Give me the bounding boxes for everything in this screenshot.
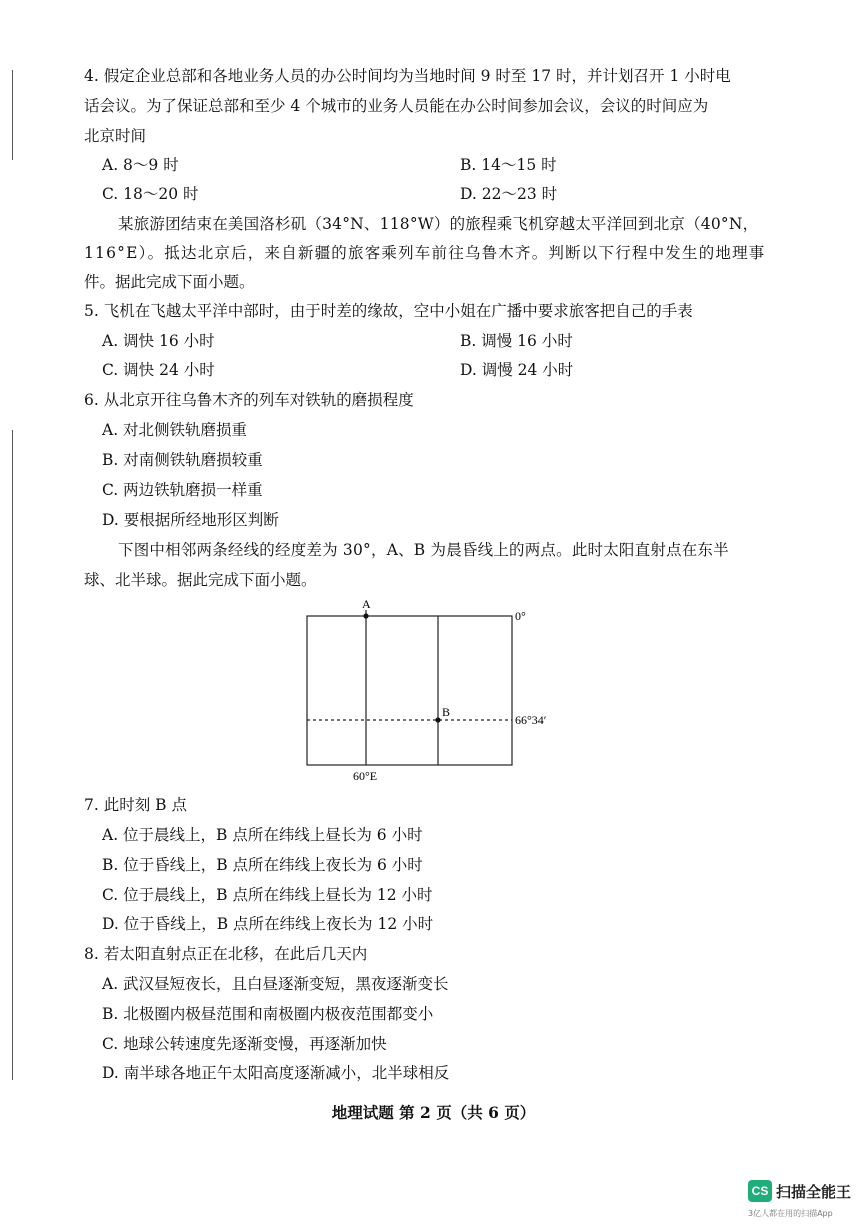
point-b — [435, 717, 440, 722]
material2-line2: 球、北半球。据此完成下面小题。 — [84, 571, 317, 589]
q7-option-c: C. 位于晨线上，B 点所在纬线上昼长为 12 小时 — [102, 886, 433, 904]
q8-option-b: B. 北极圈内极昼范围和南极圈内极夜范围都变小 — [102, 1005, 434, 1023]
material1-line1: 某旅游团结束在美国洛杉矶（34°N、118°W）的旅程乘飞机穿越太平洋回到北京（40°N， — [118, 215, 759, 233]
q4-stem-line2: 话会议。为了保证总部和至少 4 个城市的业务人员能在办公时间参加会议，会议的时间应为 — [84, 97, 709, 115]
q5-stem: 5. 飞机在飞越太平洋中部时，由于时差的缘故，空中小姐在广播中要求旅客把自己的手表 — [84, 302, 693, 320]
q4-stem-line1: 4. 假定企业总部和各地业务人员的办公时间均为当地时间 9 时至 17 时，并计划召开 1 小时电 — [84, 67, 731, 85]
label-longitude: 60°E — [353, 769, 378, 783]
terminator-diagram — [290, 596, 570, 786]
q6-stem: 6. 从北京开往乌鲁木齐的列车对铁轨的磨损程度 — [84, 391, 414, 409]
material1-line3: 件。据此完成下面小题。 — [84, 273, 255, 291]
q4-option-c: C. 18～20 时 — [102, 185, 199, 203]
q8-option-c: C. 地球公转速度先逐渐变慢，再逐渐加快 — [102, 1035, 387, 1053]
label-b: B — [442, 705, 451, 719]
point-a — [363, 613, 368, 618]
q8-option-a: A. 武汉昼短夜长，且白昼逐渐变短，黑夜逐渐变长 — [102, 975, 449, 993]
left-margin-line-bottom — [12, 430, 13, 1080]
page-footer: 地理试题 第 2 页（共 6 页） — [331, 1103, 536, 1122]
label-latitude: 66°34′ — [515, 713, 547, 727]
left-margin-line-top — [12, 70, 13, 160]
q7-option-b: B. 位于昏线上，B 点所在纬线上夜长为 6 小时 — [102, 856, 423, 874]
watermark-tagline: 3亿人都在用的扫描App — [748, 1209, 833, 1218]
q5-option-a: A. 调快 16 小时 — [102, 332, 215, 350]
q7-option-d: D. 位于昏线上，B 点所在纬线上夜长为 12 小时 — [102, 915, 434, 933]
material1-line2: 116°E）。抵达北京后，来自新疆的旅客乘列车前往乌鲁木齐。判断以下行程中发生的地理事 — [84, 244, 766, 262]
watermark-name: 扫描全能王 — [776, 1182, 852, 1201]
material2-line1: 下图中相邻两条经线的经度差为 30°，A、B 为晨昏线上的两点。此时太阳直射点在东半 — [118, 541, 729, 559]
scanner-watermark — [748, 1180, 851, 1202]
label-a: A — [362, 597, 371, 611]
q4-stem-line3: 北京时间 — [84, 127, 147, 145]
q6-option-d: D. 要根据所经地形区判断 — [102, 511, 279, 529]
q8-stem: 8. 若太阳直射点正在北移，在此后几天内 — [84, 945, 368, 963]
q5-option-b: B. 调慢 16 小时 — [460, 332, 573, 350]
q5-option-c: C. 调快 24 小时 — [102, 361, 215, 379]
label-equator: 0° — [515, 609, 526, 623]
q4-option-d: D. 22～23 时 — [460, 185, 558, 203]
diagram-frame — [307, 616, 512, 765]
q6-option-a: A. 对北侧铁轨磨损重 — [102, 421, 248, 439]
q4-option-b: B. 14～15 时 — [460, 156, 557, 174]
q8-option-d: D. 南半球各地正午太阳高度逐渐减小，北半球相反 — [102, 1064, 450, 1082]
camscanner-logo-icon: CS — [748, 1180, 772, 1202]
q5-option-d: D. 调慢 24 小时 — [460, 361, 574, 379]
q6-option-c: C. 两边铁轨磨损一样重 — [102, 481, 263, 499]
q7-option-a: A. 位于晨线上，B 点所在纬线上昼长为 6 小时 — [102, 826, 423, 844]
q6-option-b: B. 对南侧铁轨磨损较重 — [102, 451, 263, 469]
q7-stem: 7. 此时刻 B 点 — [84, 796, 187, 814]
q4-option-a: A. 8～9 时 — [102, 156, 179, 174]
